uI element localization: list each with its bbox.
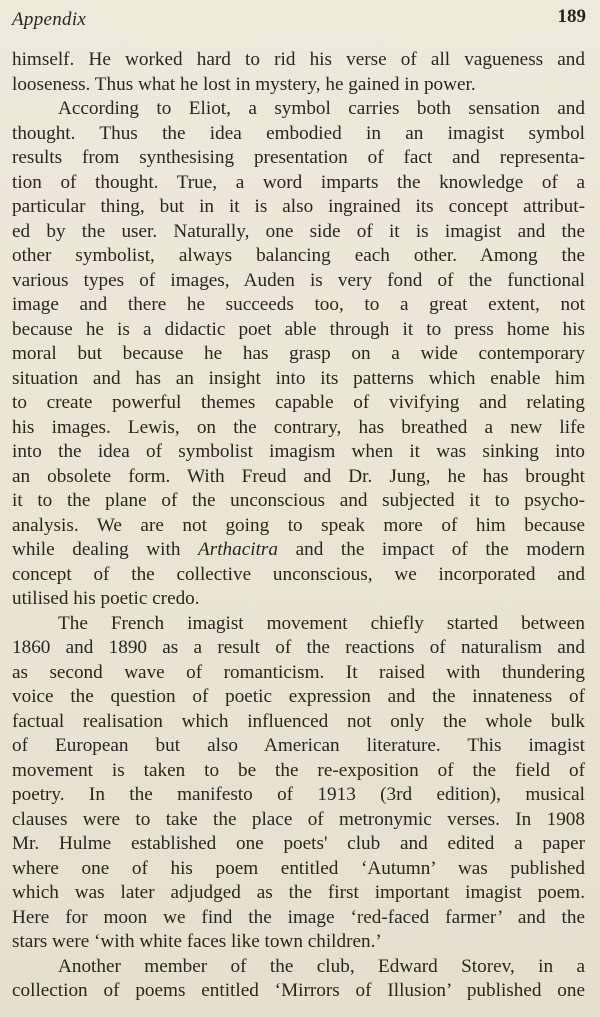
text-line: situation and has an insight into its patterns which enable him (12, 367, 585, 389)
text-line: Another member of the club, Edward Storev, in a (58, 955, 585, 977)
text-segment: while dealing with (12, 539, 199, 560)
text-line: utilised his poetic credo. (12, 588, 200, 609)
text-line: ed by the user. Naturally, one side of it is imagist and the (12, 220, 585, 242)
text-line: movement is taken to be the re-exposition of the field of (12, 759, 585, 781)
text-line: into the idea of symbolist imagism when it was sinking into (12, 441, 585, 462)
text-line: moral but because he has grasp on a wide contemporary (12, 343, 585, 364)
text-line: According to Eliot, a symbol carries both sensation and (58, 98, 585, 119)
body-text (12, 48, 585, 1004)
text-line: because he is a didactic poet able through it to press home his (12, 318, 585, 340)
text-line: factual realisation which influenced not only the whole bulk (12, 710, 585, 732)
text-line: poetry. In the manifesto of 1913 (3rd edition), musical (12, 784, 585, 805)
text-line: looseness. Thus what he lost in mystery, he gained in power. (12, 73, 476, 95)
italic-title: Arthacitra (198, 539, 278, 560)
text-line: Mr. Hulme established one poets' club and edited a paper (12, 833, 585, 854)
text-line: various types of images, Auden is very fond of the functional (12, 269, 585, 291)
text-line: image and there he succeeds too, to a great extent, not (12, 294, 585, 315)
text-line: 1860 and 1890 as a result of the reactions of naturalism and (12, 637, 585, 658)
page-header (12, 6, 586, 32)
text-line: where one of his poem entitled ‘Autumn’ was published (12, 857, 585, 879)
page-number: 189 (557, 6, 586, 27)
text-segment: and the impact of the modern (277, 539, 585, 560)
text-line: results from synthesising presentation of fact and representa- (12, 147, 585, 168)
text-line: thought. Thus the idea embodied in an imagist symbol (12, 122, 585, 144)
text-line: voice the question of poetic expression and the innateness of (12, 686, 585, 707)
text-line: of European but also American literature. This imagist (12, 735, 585, 756)
text-line: collection of poems entitled ‘Mirrors of Illusion’ published one (12, 980, 585, 1001)
text-line: to create powerful themes capable of vivifying and relating (12, 392, 585, 413)
text-line: concept of the collective unconscious, we incorporated and (12, 563, 585, 585)
text-line: particular thing, but in it is also ingrained its concept attribut- (12, 196, 585, 217)
text-line: it to the plane of the unconscious and subjected it to psycho- (12, 490, 585, 511)
text-line: The French imagist movement chiefly started between (58, 612, 585, 634)
text-line: himself. He worked hard to rid his verse of all vagueness and (12, 49, 585, 70)
text-line: analysis. We are not going to speak more of him because (12, 514, 585, 536)
text-line: his images. Lewis, on the contrary, has breathed a new life (12, 416, 585, 438)
text-line (12, 538, 585, 563)
text-line: other symbolist, always balancing each other. Among the (12, 245, 585, 266)
running-head: Appendix (12, 9, 87, 30)
text-line: an obsolete form. With Freud and Dr. Jung, he has brought (12, 465, 585, 487)
text-line: tion of thought. True, a word imparts the knowledge of a (12, 171, 585, 193)
text-line: clauses were to take the place of metronymic verses. In 1908 (12, 808, 585, 830)
text-line: as second wave of romanticism. It raised with thundering (12, 661, 585, 683)
text-line: which was later adjudged as the first important imagist poem. (12, 882, 585, 903)
text-line: stars were ‘with white faces like town children.’ (12, 931, 382, 952)
text-line: Here for moon we find the image ‘red-faced farmer’ and the (12, 906, 585, 928)
